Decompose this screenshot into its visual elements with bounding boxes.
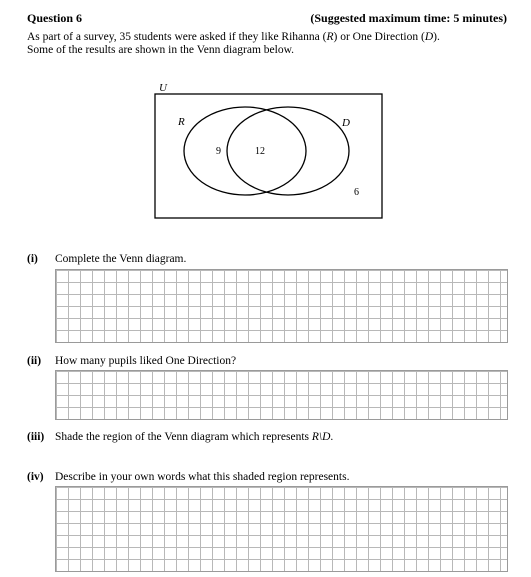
intro-line-2: Some of the results are shown in the Venn diagram below. <box>27 44 294 56</box>
part-ii-number: (ii) <box>27 355 42 367</box>
part-iv-text: Describe in your own words what this shaded region represents. <box>55 471 350 483</box>
part-iii: (iii) Shade the region of the Venn diagram which represents R\D. <box>27 431 334 443</box>
part-iii-number: (iii) <box>27 431 45 443</box>
venn-diagram <box>140 78 390 223</box>
part-i <box>27 253 186 265</box>
time-note: (Suggested maximum time: 5 minutes) <box>310 11 507 25</box>
part-iii-text: Shade the region of the Venn diagram which represents <box>55 431 312 443</box>
answer-grid-i[interactable] <box>55 269 508 343</box>
region-intersection-value: 12 <box>255 146 265 157</box>
answer-grid-ii[interactable] <box>55 370 508 420</box>
answer-grid-iv[interactable] <box>55 486 508 572</box>
universal-set-label: U <box>159 82 167 94</box>
part-ii-text: How many pupils liked One Direction? <box>55 355 237 367</box>
set-d-label: D <box>342 117 350 129</box>
region-outside-value: 6 <box>354 187 359 198</box>
intro-line-1: As part of a survey, 35 students were asked if they like Rihanna (R) or One Direction (D). <box>27 31 440 43</box>
region-r-only-value: 9 <box>216 146 221 157</box>
part-iii-expression: R\D <box>311 431 331 443</box>
part-i-number: (i) <box>27 253 38 265</box>
part-i-text: Complete the Venn diagram. <box>55 253 187 265</box>
question-intro <box>27 31 507 57</box>
part-iv <box>27 471 349 483</box>
part-iv-number: (iv) <box>27 471 44 483</box>
set-r-label: R <box>178 116 185 128</box>
universal-set-box <box>155 94 382 218</box>
part-ii <box>27 355 236 367</box>
question-title: Question 6 <box>27 11 83 25</box>
